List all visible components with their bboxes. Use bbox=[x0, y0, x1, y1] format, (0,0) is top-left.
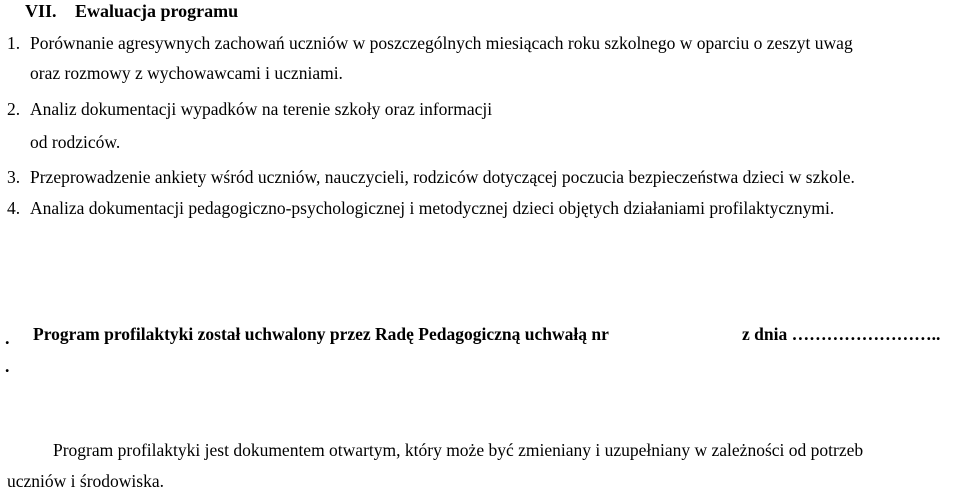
list-item-number: 3. bbox=[7, 167, 21, 187]
list-item-4 bbox=[7, 198, 834, 218]
list-item-text: Analiz dokumentacji wypadków na terenie szkoły oraz informacji bbox=[30, 99, 493, 119]
list-item-text: Analiza dokumentacji pedagogiczno-psychologicznej i metodycznej dzieci objętych działaniami profilaktycznymi. bbox=[30, 198, 835, 218]
list-item-2 bbox=[7, 99, 492, 119]
list-item-number: 1. bbox=[7, 33, 21, 53]
list-item-2-continuation: od rodziców. bbox=[30, 132, 121, 152]
list-item-number: 4. bbox=[7, 198, 21, 218]
list-item-3 bbox=[7, 167, 855, 187]
resolution-date: z dnia …………………….. bbox=[742, 324, 941, 344]
section-title: Ewaluacja programu bbox=[75, 1, 239, 21]
resolution-statement: Program profilaktyki został uchwalony przez Radę Pedagogiczną uchwałą nr bbox=[33, 324, 609, 344]
list-item-number: 2. bbox=[7, 99, 21, 119]
list-item-text: Przeprowadzenie ankiety wśród uczniów, nauczycieli, rodziców dotyczącej poczucia bezpieczeństwa dzieci w szkole. bbox=[30, 167, 855, 187]
section-number: VII. bbox=[25, 1, 57, 21]
resolution-dots: . bbox=[5, 356, 10, 376]
list-item-1-continuation: oraz rozmowy z wychowawcami i uczniami. bbox=[30, 63, 343, 83]
lead-dot: . bbox=[5, 328, 10, 348]
closing-paragraph-continuation: uczniów i środowiska. bbox=[7, 471, 164, 491]
section-heading bbox=[25, 1, 238, 21]
list-item-1 bbox=[7, 33, 853, 53]
closing-paragraph: Program profilaktyki jest dokumentem otwartym, który może być zmieniany i uzupełniany w zależności od potrzeb bbox=[53, 440, 864, 460]
list-item-text: Porównanie agresywnych zachowań uczniów w poszczególnych miesiącach roku szkolnego w oparciu o zeszyt uwag bbox=[30, 33, 853, 53]
